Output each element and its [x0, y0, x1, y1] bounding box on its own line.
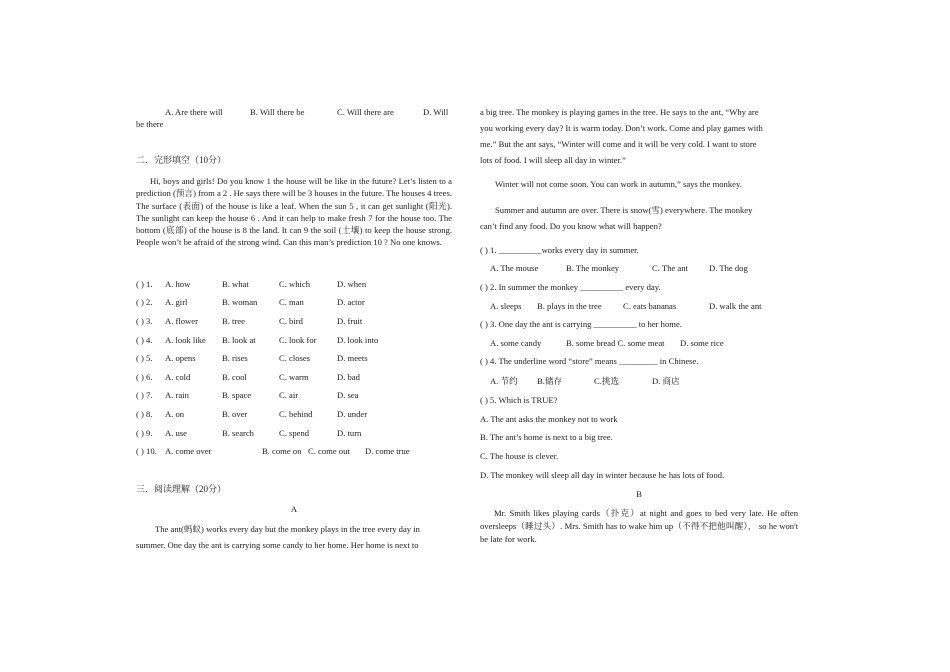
option-a: A. how: [165, 279, 191, 289]
option-a: A. rain: [165, 390, 189, 400]
option-a: A. flower: [165, 316, 198, 326]
reading-heading: 三．阅读理解（20分）: [136, 484, 227, 494]
question-number: ( ) 7.: [136, 390, 153, 400]
option-d-continuation: be there: [136, 119, 164, 129]
option-d: D. sea: [337, 390, 359, 400]
passage-a-line: lots of food. I will sleep all day in winter.”: [480, 155, 626, 165]
question-1: ( ) 1. __________works every day in summer.: [480, 245, 639, 255]
passage-a-line: a big tree. The monkey is playing games in the tree. He says to the ant, “Why are: [480, 107, 759, 117]
passage-a-para2: Winter will not come soon. You can work in autumn,” says the monkey.: [495, 179, 742, 189]
question-5: ( ) 5. Which is TRUE?: [480, 395, 558, 405]
passage-a-line: me.” But the ant says, “Winter will come and it will be very cold. I want to store: [480, 139, 757, 149]
option-a: A. on: [165, 409, 185, 419]
option-d: D. Will: [423, 107, 449, 117]
option-b: B. over: [222, 409, 248, 419]
option-a: A. The mouse: [490, 263, 539, 273]
passage-a-line: The ant(蚂蚁) works every day but the monkey plays in the tree every day in: [155, 524, 420, 534]
option-a: A. some candy: [490, 338, 542, 348]
question-number: ( ) 1.: [136, 279, 153, 289]
question-3: ( ) 3. One day the ant is carrying __________ to her home.: [480, 319, 682, 329]
option-d: D. 商店: [652, 376, 680, 386]
passage-a-line: summer. One day the ant is carrying some candy to her home. Her home is next to: [136, 540, 419, 550]
option-d: D. The dog: [709, 263, 748, 273]
option-c: C. which: [279, 279, 311, 289]
option-b: B. plays in the tree: [537, 301, 602, 311]
question-5-option: A. The ant asks the monkey not to work: [480, 414, 618, 424]
option-d: D. meets: [337, 353, 368, 363]
option-b: B. The monkey: [566, 263, 620, 273]
question-number: ( ) 9.: [136, 428, 153, 438]
question-number: ( ) 8.: [136, 409, 153, 419]
option-d: D. under: [337, 409, 368, 419]
option-c: C. come out: [308, 446, 350, 456]
passage-a-label: A: [290, 504, 298, 514]
option-c: C. closes: [279, 353, 311, 363]
passage-a-para3: Summer and autumn are over. There is snow(雪) everywhere. The monkey: [495, 205, 753, 215]
option-b: B. Will there be: [250, 107, 305, 117]
question-number: ( ) 10.: [136, 446, 157, 456]
question-number: ( ) 4.: [136, 335, 153, 345]
option-c: C. look for: [279, 335, 317, 345]
option-a: A. use: [165, 428, 187, 438]
option-a: A. sleeps: [490, 301, 522, 311]
option-b: B. woman: [222, 297, 258, 307]
option-d: D. walk the ant: [709, 301, 762, 311]
option-a: A. look like: [165, 335, 206, 345]
option-a: A. cold: [165, 372, 191, 382]
option-b: B. cool: [222, 372, 247, 382]
option-c: C. bird: [279, 316, 303, 326]
option-c: C.挑选: [594, 376, 620, 386]
option-c: C. Will there are: [337, 107, 394, 117]
option-b: B. space: [222, 390, 252, 400]
question-number: ( ) 6.: [136, 372, 153, 382]
cloze-passage: Hi, boys and girls! Do you know 1 the house will be like in the future? Let’s listen to a prediction (预言) from a 2 . He says there will be 3 houses in the future. The houses 4 trees. The surface (表面) of the house is like a leaf. When the sun 5 , it can get sunlight (阳光). The sunlight can keep the house 6 . And it can help to make fresh 7 for the house too. The bottom (底部) of the house is 8 the land. It can 9 the soil (土壤) to keep the house strong. People won’t be afraid of the strong wind. Can this man’s prediction 10 ? No one knows.: [136, 176, 452, 248]
question-number: ( ) 3.: [136, 316, 153, 326]
option-d: D. some rice: [680, 338, 724, 348]
option-b: B. search: [222, 428, 254, 438]
passage-a-para3: can’t find any food. Do you know what will happen?: [480, 221, 662, 231]
option-d: D. when: [337, 279, 367, 289]
previous-question-options: [136, 106, 452, 130]
option-bc: B. some bread C. some meat: [566, 338, 665, 348]
passage-b-text: Mr. Smith likes playing cards（扑克）at night and goes to bed very late. He often oversleeps（睡过头）. Mrs. Smith has to wake him up（不得不把他叫醒）， so he won't be late for work.: [480, 508, 798, 544]
option-a: A. opens: [165, 353, 196, 363]
option-c: C. man: [279, 297, 304, 307]
question-5-option: C. The house is clever.: [480, 451, 559, 461]
option-d: D. fruit: [337, 316, 363, 326]
question-2: ( ) 2. In summer the monkey __________ every day.: [480, 282, 661, 292]
question-5-option: D. The monkey will sleep all day in winter because he has lots of food.: [480, 470, 725, 480]
option-b: B. tree: [222, 316, 245, 326]
option-b: B. what: [222, 279, 249, 289]
option-d: D. come true: [365, 446, 410, 456]
option-a: A. Are there will: [165, 107, 223, 117]
option-d: D. actor: [337, 297, 365, 307]
option-c: C. spend: [279, 428, 310, 438]
question-number: ( ) 5.: [136, 353, 153, 363]
option-c: C. behind: [279, 409, 313, 419]
option-c: C. eats bananas: [623, 301, 677, 311]
question-5-option: B. The ant’s home is next to a big tree.: [480, 432, 613, 442]
option-d: D. turn: [337, 428, 362, 438]
cloze-heading: 二．完形填空（10分）: [136, 155, 227, 165]
passage-b-label: B: [636, 489, 642, 499]
option-c: C. warm: [279, 372, 309, 382]
option-c: C. The ant: [652, 263, 688, 273]
option-d: D. bad: [337, 372, 360, 382]
question-4: ( ) 4. The underline word “store” means _________ in Chinese.: [480, 356, 699, 366]
option-b: B. rises: [222, 353, 248, 363]
option-c: C. air: [279, 390, 299, 400]
option-b: B. look at: [222, 335, 256, 345]
option-b: B. come on: [262, 446, 302, 456]
option-d: D. look into: [337, 335, 379, 345]
question-number: ( ) 2.: [136, 297, 153, 307]
option-a: A. come over: [165, 446, 212, 456]
passage-a-line: you working every day? It is warm today. Don’t work. Come and play games with: [480, 123, 763, 133]
option-a: A. girl: [165, 297, 188, 307]
option-a: A. 节约: [490, 376, 518, 386]
option-b: B.储存: [537, 376, 563, 386]
